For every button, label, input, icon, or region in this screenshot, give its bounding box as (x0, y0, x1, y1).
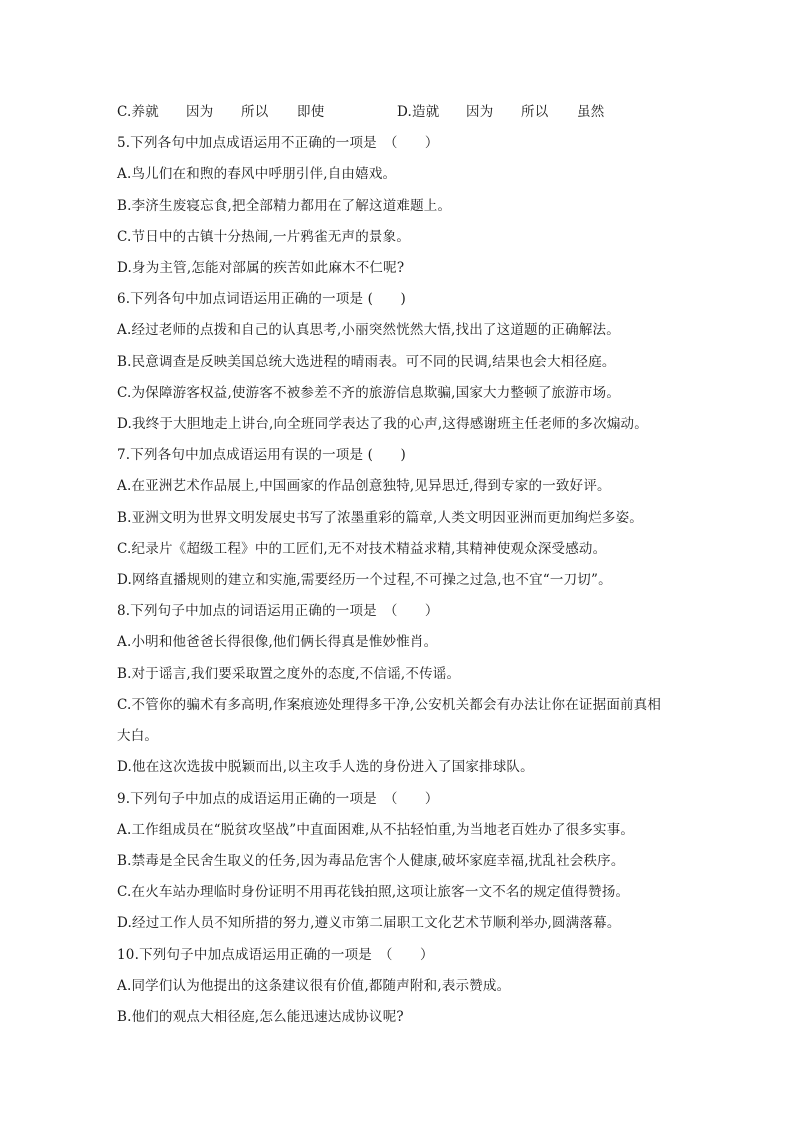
q5-option-d: D.身为主管,怎能对部属的疾苦如此麻木不仁呢? (117, 260, 405, 276)
question-7: 7.下列各句中加点成语运用有误的一项是 ( ) (117, 447, 407, 463)
question-8: 8.下列句子中加点的词语运用正确的一项是 （ ） (117, 603, 439, 619)
q8-option-b: B.对于谣言,我们要采取置之度外的态度,不信谣,不传谣。 (117, 666, 461, 682)
q8-option-c-continued: 大白。 (117, 728, 159, 744)
option-c-word-4: 即使 (297, 104, 325, 120)
option-d-word-3: 所以 (521, 104, 549, 120)
q6-option-b: B.民意调查是反映美国总统大选进程的晴雨表。可不同的民调,结果也会大相径庭。 (117, 354, 616, 370)
q8-option-d: D.他在这次选拔中脱颖而出,以主攻手人选的身份进入了国家排球队。 (117, 759, 534, 775)
q5-option-a: A.鸟儿们在和煦的春风中呼朋引伴,自由嬉戏。 (117, 166, 397, 182)
option-c-word-2: 因为 (186, 104, 214, 120)
q6-option-a: A.经过老师的点拨和自己的认真思考,小丽突然恍然大悟,找出了这道题的正确解法。 (117, 322, 620, 338)
option-c-label: C.养就 (117, 104, 159, 120)
q9-option-a: A.工作组成员在“脱贫攻坚战”中直面困难,从不拈轻怕重,为当地老百姓办了很多实事。 (117, 822, 635, 838)
question-9: 9.下列句子中加点的成语运用正确的一项是 （ ） (117, 791, 439, 807)
option-c-word-3: 所以 (241, 104, 269, 120)
q5-option-b: B.李济生废寝忘食,把全部精力都用在了解这道难题上。 (117, 198, 452, 214)
q8-option-c: C.不管你的骗术有多高明,作案痕迹处理得多干净,公安机关都会有办法让你在证据面前真相 (117, 697, 662, 713)
q7-option-d: D.网络直播规则的建立和实施,需要经历一个过程,不可操之过急,也不宜“一刀切”。 (117, 572, 612, 588)
q9-option-d: D.经过工作人员不知所措的努力,遵义市第二届职工文化艺术节顺利举办,圆满落幕。 (117, 915, 621, 931)
question-6: 6.下列各句中加点词语运用正确的一项是 ( ) (117, 291, 407, 307)
q7-option-b: B.亚洲文明为世界文明发展史书写了浓墨重彩的篇章,人类文明因亚洲而更加绚烂多姿。 (117, 510, 644, 526)
q5-option-c: C.节日中的古镇十分热闹,一片鸦雀无声的景象。 (117, 229, 411, 245)
q10-option-b: B.他们的观点大相径庭,怎么能迅速达成协议呢? (117, 1009, 404, 1025)
question-5: 5.下列各句中加点成语运用不正确的一项是 （ ） (117, 135, 439, 151)
q7-option-a: A.在亚洲艺术作品展上,中国画家的作品创意独特,见异思迁,得到专家的一致好评。 (117, 478, 611, 494)
q6-option-c: C.为保障游客权益,使游客不被参差不齐的旅游信息欺骗,国家大力整顿了旅游市场。 (117, 385, 621, 401)
question-10: 10.下列句子中加点成语运用正确的一项是 （ ） (117, 947, 434, 963)
option-d-word-4: 虽然 (577, 104, 605, 120)
q7-option-c: C.纪录片《超级工程》中的工匠们,无不对技术精益求精,其精神使观众深受感动。 (117, 541, 607, 557)
option-d-word-2: 因为 (466, 104, 494, 120)
q10-option-a: A.同学们认为他提出的这条建议很有价值,都随声附和,表示赞成。 (117, 978, 511, 994)
q9-option-b: B.禁毒是全民舍生取义的任务,因为毒品危害个人健康,破坏家庭幸福,扰乱社会秩序。 (117, 853, 625, 869)
q9-option-c: C.在火车站办理临时身份证明不用再花钱拍照,这项让旅客一文不名的规定值得赞扬。 (117, 884, 630, 900)
q8-option-a: A.小明和他爸爸长得很像,他们俩长得真是惟妙惟肖。 (117, 634, 438, 650)
q6-option-d: D.我终于大胆地走上讲台,向全班同学表达了我的心声,这得感谢班主任老师的多次煽动。 (117, 416, 648, 432)
option-d-label: D.造就 (397, 104, 440, 120)
